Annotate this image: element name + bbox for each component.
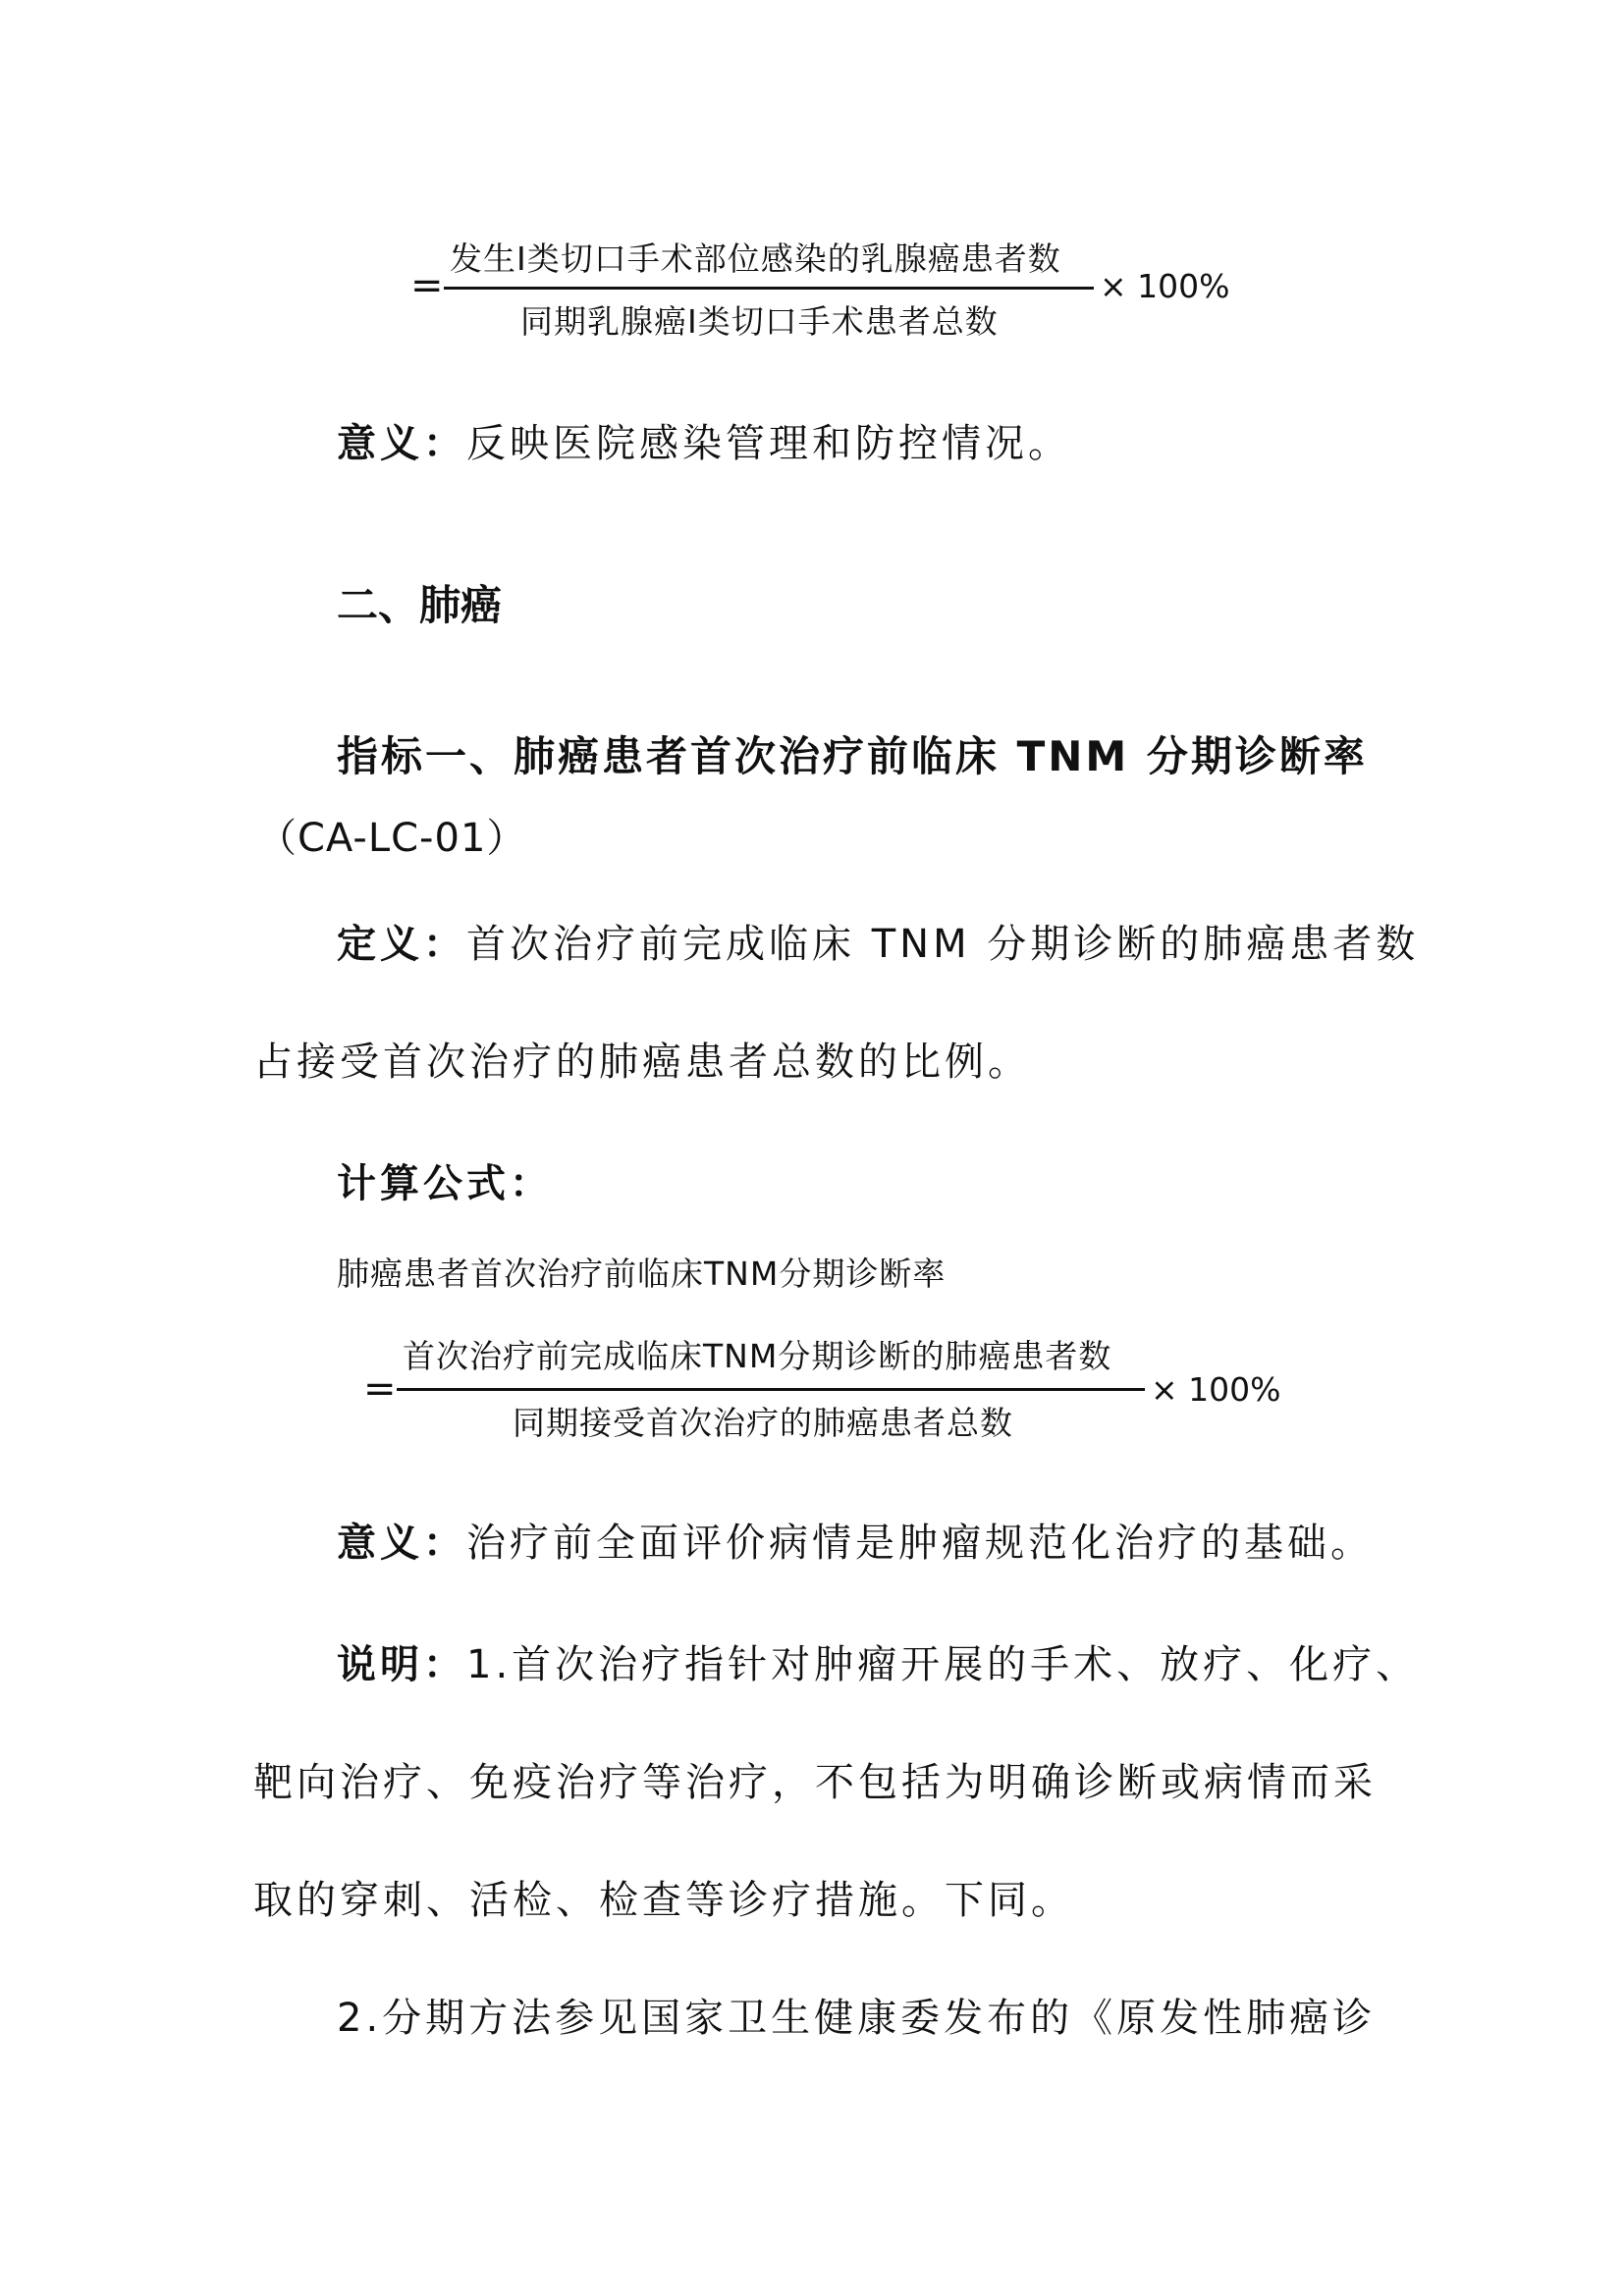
note-text-line1: 1.首次治疗指针对肿瘤开展的手术、放疗、化疗、 [466,1642,1420,1687]
fraction-line [397,1388,1145,1391]
meaning-paragraph [337,412,1071,468]
definition-label: 定义： [337,922,466,967]
calc-label: 计算公式： [337,1161,553,1206]
equals-sign: = [410,263,444,308]
formula-numerator: 发生Ⅰ类切口手术部位感染的乳腺癌患者数 [450,240,1061,278]
equals-sign: = [363,1366,397,1412]
note-label: 说明： [337,1642,466,1687]
meaning-text: 治疗前全面评价病情是肿瘤规范化治疗的基础。 [466,1521,1374,1566]
indicator-title: 指标一、肺癌患者首次治疗前临床 TNM 分期诊断率 [337,732,1368,780]
note-text-line4: 2.分期方法参见国家卫生健康委发布的《原发性肺癌诊 [337,1996,1377,2041]
note-paragraph [337,1633,1419,1689]
indicator-code: （CA-LC-01） [257,816,527,861]
formula-multiplier: × 100% [1100,267,1230,305]
formula-denominator: 同期乳腺癌Ⅰ类切口手术患者总数 [520,302,999,341]
meaning-paragraph [337,1512,1374,1568]
note-text-line3: 取的穿刺、活检、检查等诊疗措施。下同。 [253,1878,1074,1923]
definition-paragraph [337,913,1419,969]
formula-multiplier: × 100% [1151,1370,1281,1409]
fraction-line [444,287,1094,290]
formula-denominator: 同期接受首次治疗的肺癌患者总数 [513,1404,1013,1442]
meaning-label: 意义： [337,1521,466,1566]
meaning-text: 反映医院感染管理和防控情况。 [466,421,1071,466]
meaning-label: 意义： [337,421,466,466]
definition-text-line2: 占接受首次治疗的肺癌患者总数的比例。 [253,1040,1031,1085]
formula-name: 肺癌患者首次治疗前临床TNM分期诊断率 [337,1255,947,1293]
definition-text-line1: 首次治疗前完成临床 TNM 分期诊断的肺癌患者数 [466,922,1420,967]
formula-numerator: 首次治疗前完成临床TNM分期诊断的肺癌患者数 [403,1337,1112,1375]
note-text-line2: 靶向治疗、免疫治疗等治疗，不包括为明确诊断或病情而采 [253,1760,1377,1805]
section-heading: 二、肺癌 [337,581,503,629]
